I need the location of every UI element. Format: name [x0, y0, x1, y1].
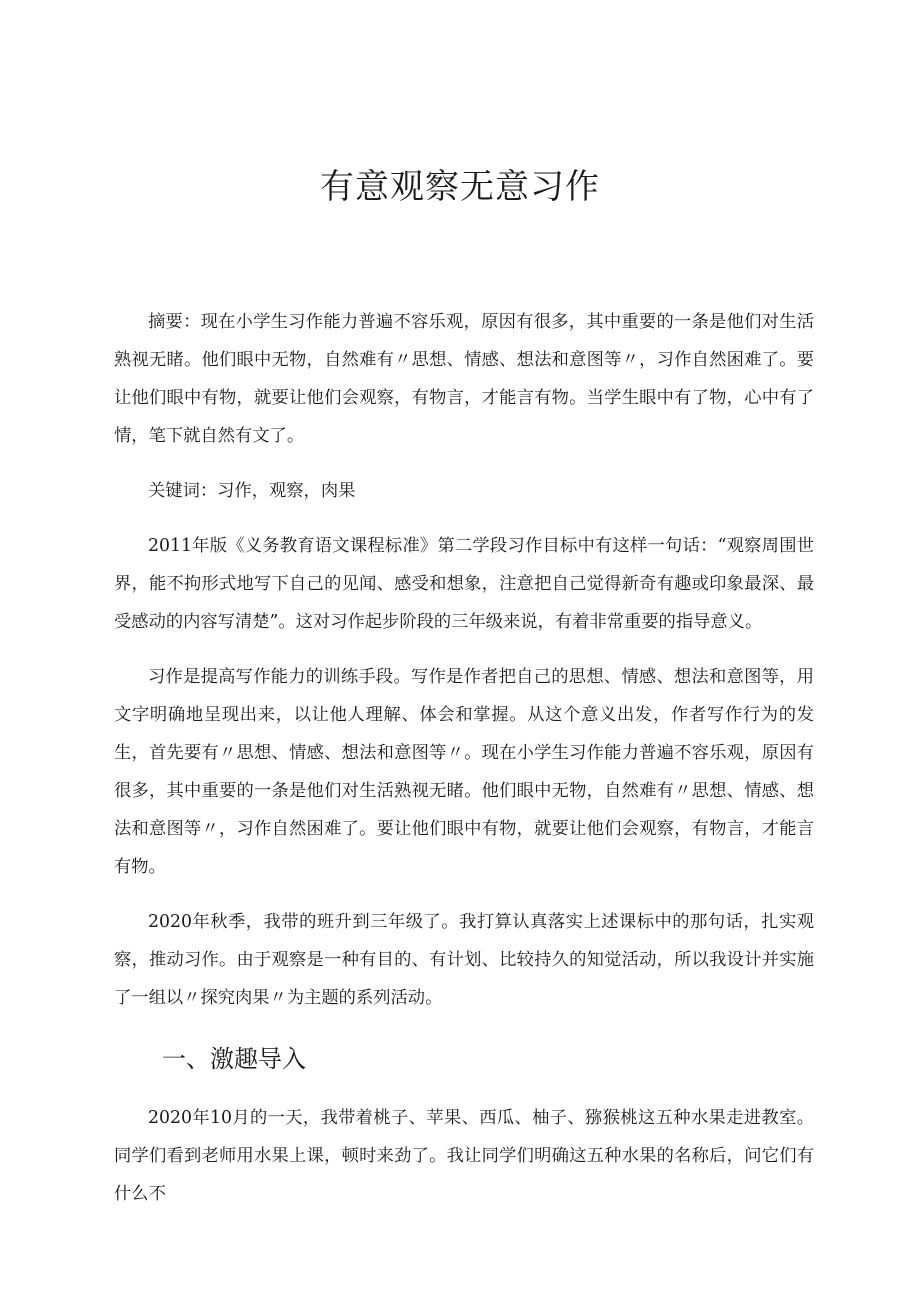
- body-paragraph-1: 2011年版《义务教育语文课程标准》第二学段习作目标中有这样一句话：“观察周围世界，能不拘形式地写下自己的见闻、感受和想象，注意把自己觉得新奇有趣或印象最深、最受感动的内容写清楚”。这对习作起步阶段的三年级来说，有着非常重要的指导意义。: [114, 536, 814, 632]
- body-paragraph-3: 2020年秋季，我带的班升到三年级了。我打算认真落实上述课标中的那句话，扎实观察，推动习作。由于观察是一种有目的、有计划、比较持久的知觉活动，所以我设计并实施了一组以〃探究肉果〃为主题的系列活动。: [114, 912, 814, 1008]
- body-paragraph-4: 2020年10月的一天，我带着桃子、苹果、西瓜、柚子、猕猴桃这五种水果走进教室。同学们看到老师用水果上课，顿时来劲了。我让同学们明确这五种水果的名称后，问它们有什么不: [114, 1108, 814, 1204]
- body-paragraph-2: 习作是提高写作能力的训练手段。写作是作者把自己的思想、情感、想法和意图等，用文字明确地呈现出来，以让他人理解、体会和掌握。从这个意义出发，作者写作行为的发生，首先要有〃思想、情感、想法和意图等〃。现在小学生习作能力普遍不容乐观，原因有很多，其中重要的一条是他们对生活熟视无睹。他们眼中无物，自然难有〃思想、情感、想法和意图等〃，习作自然困难了。要让他们眼中有物，就要让他们会观察，有物言，才能言有物。: [114, 667, 814, 877]
- keywords-paragraph: 关键词：习作，观察，肉果: [148, 481, 356, 501]
- document-body: [114, 303, 814, 1213]
- abstract-paragraph: 摘要：现在小学生习作能力普遍不容乐观，原因有很多，其中重要的一条是他们对生活熟视无睹。他们眼中无物，自然难有〃思想、情感、想法和意图等〃，习作自然困难了。要让他们眼中有物，就要让他们会观察，有物言，才能言有物。当学生眼中有了物，心中有了情，笔下就自然有文了。: [114, 312, 814, 446]
- document-title: 有意观察无意习作: [320, 167, 600, 207]
- section-heading-1: 一、激趣导入: [162, 1045, 306, 1073]
